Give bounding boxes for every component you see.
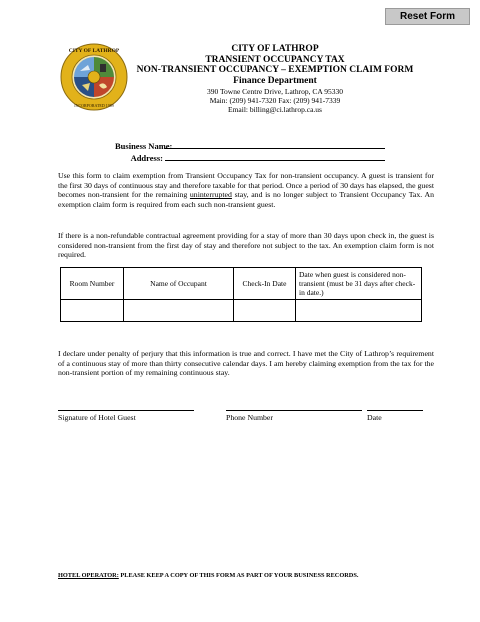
guest-signature-field[interactable]: [58, 410, 194, 411]
business-name-label: Business Name:: [115, 141, 173, 151]
table-header-row: [61, 268, 422, 300]
footer-label: HOTEL OPERATOR:: [58, 572, 119, 579]
check-in-date-header: Check-In Date: [234, 268, 296, 300]
uninterrupted-emphasis: uninterrupted: [189, 190, 232, 200]
business-name-row: [115, 141, 385, 151]
department-phone: Main: (209) 941-7320 Fax: (209) 941-7339: [209, 95, 341, 105]
business-address-label: Address:: [130, 153, 163, 163]
occupant-table: [60, 267, 422, 322]
footer-text: PLEASE KEEP A COPY OF THIS FORM AS PART OF YOUR BUSINESS RECORDS.: [118, 572, 359, 579]
non-transient-date-cell[interactable]: [296, 300, 422, 322]
phone-number-field[interactable]: [226, 410, 362, 411]
phone-number-label: Phone Number: [226, 413, 273, 422]
table-row: [61, 300, 422, 322]
non-transient-date-header: Date when guest is considered non-transient (must be 31 days after check-in date.): [296, 268, 422, 300]
department-address: 390 Towne Centre Drive, Lathrop, CA 95330: [207, 86, 343, 96]
business-address-row: [115, 153, 385, 163]
svg-text:INCORPORATED 1989: INCORPORATED 1989: [74, 103, 114, 108]
contract-paragraph: If there is a non-refundable contractual agreement providing for a stay of more than 30 days upon check in, the guest is considered non-transient from the first day of stay and therefore not subject to the tax. An exemption claim form is not required.: [58, 231, 434, 260]
date-field[interactable]: [367, 410, 423, 411]
svg-text:CITY OF LATHROP: CITY OF LATHROP: [68, 48, 120, 54]
occupant-name-header: Name of Occupant: [124, 268, 234, 300]
business-address-field[interactable]: [165, 153, 385, 161]
date-label: Date: [367, 413, 382, 422]
declaration-paragraph: I declare under penalty of perjury that this information is true and correct. I have met the City of Lathrop’s requirement of a continuous stay of more than thirty consecutive calendar days. I am hereby claiming exemption from the tax for the non-transient portion of my remaining continuous stay.: [58, 349, 434, 378]
occupant-name-cell[interactable]: [124, 300, 234, 322]
tax-title: TRANSIENT OCCUPANCY TAX: [205, 54, 345, 65]
business-name-field[interactable]: [165, 141, 385, 149]
footer-notice: [58, 572, 358, 579]
form-title: NON-TRANSIENT OCCUPANCY – EXEMPTION CLAIM FORM: [136, 65, 414, 75]
form-header: [130, 44, 420, 114]
department-name: Finance Department: [233, 75, 317, 86]
department-email: Email: billing@ci.lathrop.ca.us: [228, 104, 322, 114]
check-in-date-cell[interactable]: [234, 300, 296, 322]
room-number-cell[interactable]: [61, 300, 124, 322]
guest-signature-label: Signature of Hotel Guest: [58, 413, 136, 422]
instructions-paragraph: Use this form to claim exemption from Transient Occupancy Tax for non-transient occupancy. A guest is transient for the first 30 days of continuous stay and therefore taxable for that period. Once a period of 30 days has elapsed, the guest becomes non-transient for the remaining uninterrupted stay, and is no longer subject to Transient Occupancy Tax. An exemption claim form is required from each such non-transient guest.: [58, 171, 434, 209]
room-number-header: Room Number: [61, 268, 124, 300]
city-seal-logo: [60, 43, 128, 111]
city-name: CITY OF LATHROP: [231, 44, 319, 54]
reset-form-button[interactable]: Reset Form: [385, 8, 470, 25]
